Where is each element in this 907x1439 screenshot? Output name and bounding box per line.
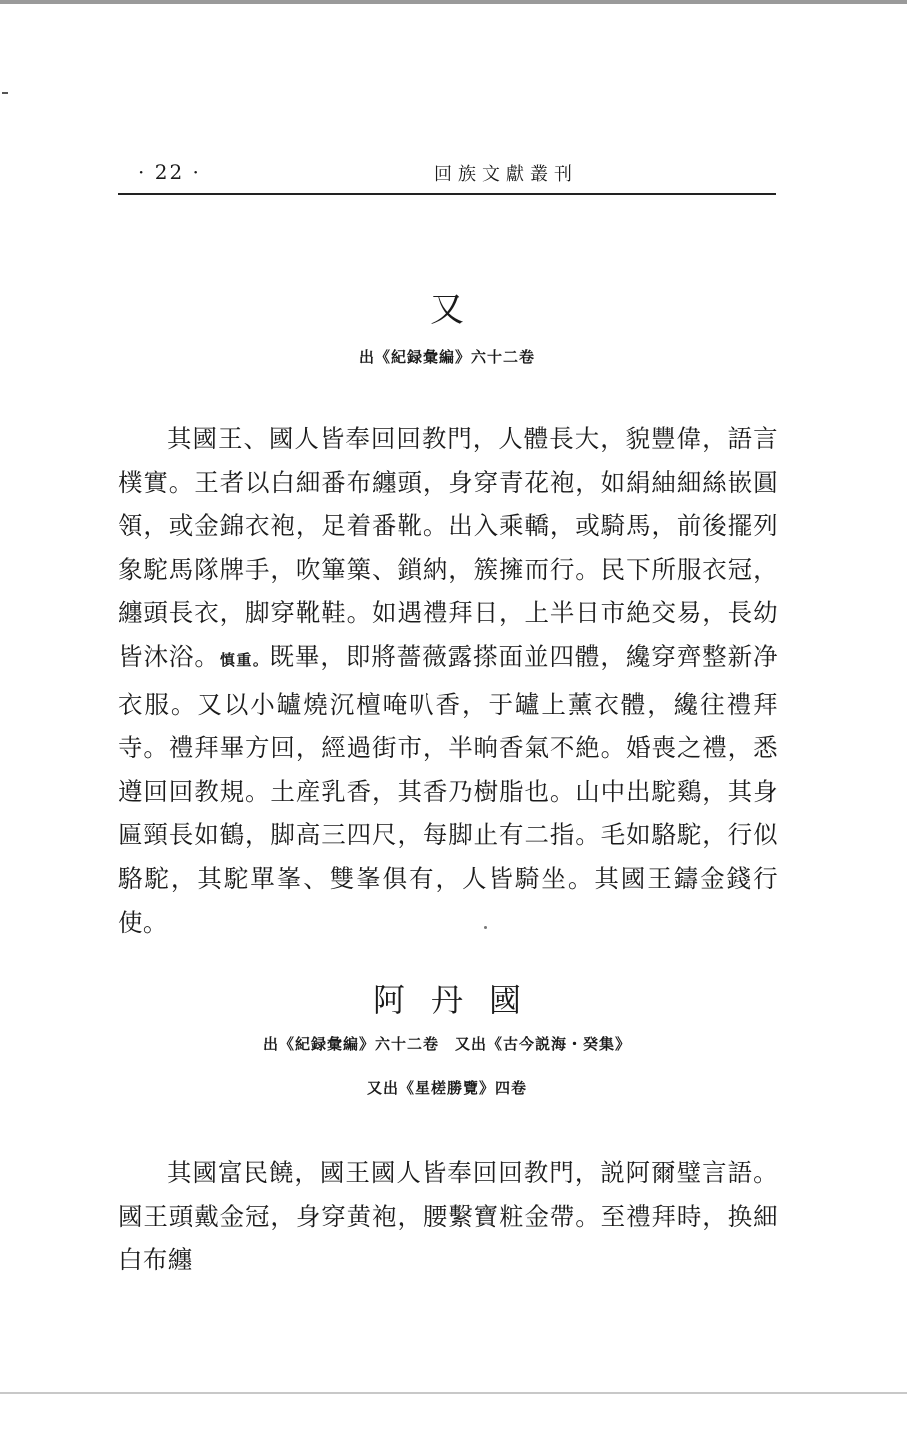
section-title: 阿丹國 — [372, 981, 547, 1019]
paragraph-text: 既畢，即將薔薇露搽面並四體，纔穿齊整新净衣服。又以小罏燒沉檀唵叭香，于罏上薰衣體，纔往禮拜寺。禮拜畢方回，經過街市，半晌香氣不絶。婚喪之禮，悉遵回回教規。土産乳香，其香乃樹脂也。山中出駝鷄，其身匾頸長如鶴，脚高三四尺，每脚止有二指。毛如駱駝，行似駱駝，其駝單峯、雙峯俱有，人皆騎坐。其國王鑄金錢行使。 — [118, 641, 778, 937]
paragraph-text: 其國王、國人皆奉回回教門，人體長大，貌豐偉，語言樸實。王者以白細番布纏頭，身穿青花袍，如絹紬細絲嵌圓領，或金錦衣袍，足着番靴。出入乘轎，或騎馬，前後擺列象駝馬隊牌手，吹篳篥、鎖納，簇擁而行。民下所服衣冠，纏頭長衣，脚穿靴鞋。如遇禮拜日，上半日市絶交易，長幼皆沐浴。 — [118, 424, 778, 671]
body-paragraph — [118, 1151, 778, 1282]
page-number: · 22 · — [138, 160, 201, 184]
section-title: 又 — [430, 290, 464, 330]
book-title: 回族文獻叢刊 — [434, 164, 578, 185]
scan-top-edge — [0, 0, 907, 4]
body-paragraph — [118, 417, 778, 944]
section-source: 出《紀録彙編》六十二卷 — [358, 348, 535, 366]
print-speck — [484, 926, 487, 929]
section-source: 出《紀録彙編》六十二卷 又出《古今説海・癸集》 — [262, 1035, 631, 1053]
scan-bottom-edge — [0, 1392, 907, 1394]
header-rule — [118, 193, 776, 195]
paragraph-text: 其國富民饒，國王國人皆奉回回教門，説阿爾璧言語。國王頭戴金冠，身穿黄袍，腰繫寶粧金帶。至禮拜時，换細白布纏 — [118, 1158, 778, 1275]
section-source: 又出《星槎勝覽》四卷 — [366, 1079, 527, 1097]
running-header — [118, 158, 776, 192]
scan-edge-mark — [2, 92, 8, 94]
interlinear-note: 慎重。 — [219, 650, 270, 669]
